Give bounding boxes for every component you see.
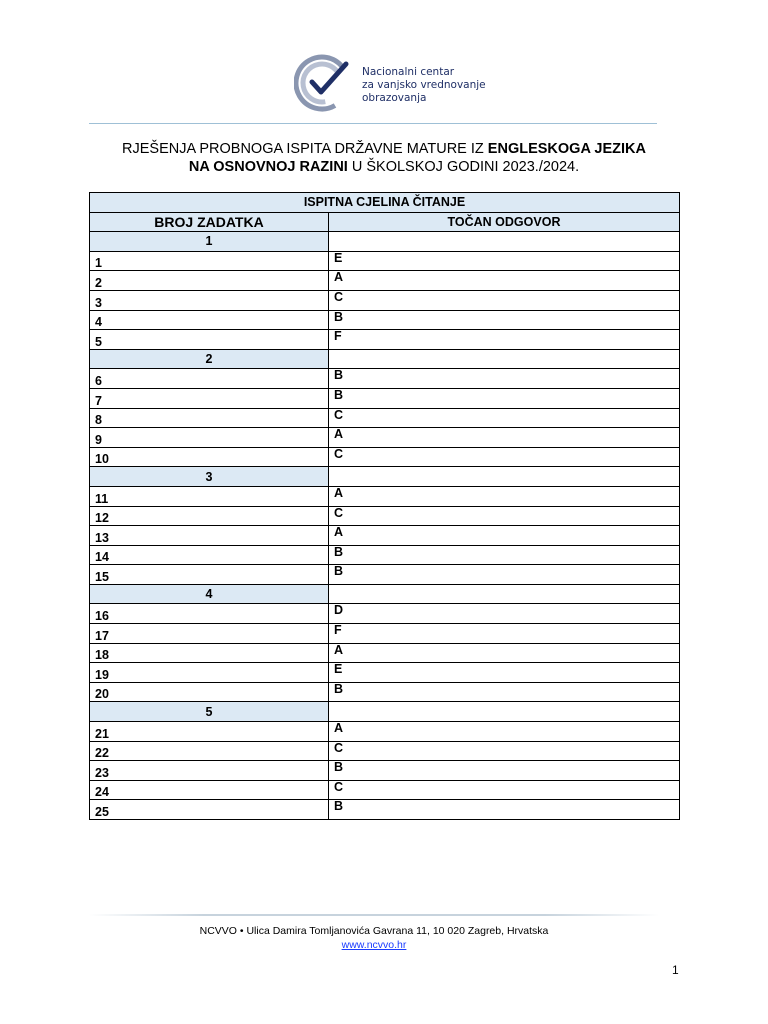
table-row xyxy=(90,780,680,800)
task-number: 21 xyxy=(90,722,329,742)
correct-answer: C xyxy=(329,408,680,428)
correct-answer: A xyxy=(329,428,680,448)
task-number: 17 xyxy=(90,624,329,644)
correct-answer: B xyxy=(329,761,680,781)
table-row xyxy=(90,761,680,781)
table-row xyxy=(90,663,680,683)
page-number: 1 xyxy=(672,963,679,977)
column-header-correct-answer: TOČAN ODGOVOR xyxy=(329,212,680,232)
task-number: 14 xyxy=(90,545,329,565)
logo-line-1: Nacionalni centar xyxy=(362,66,455,78)
table-row xyxy=(90,388,680,408)
correct-answer: A xyxy=(329,526,680,546)
answers-table xyxy=(89,192,680,820)
logo-text xyxy=(362,66,486,105)
task-number: 24 xyxy=(90,780,329,800)
group-empty-cell xyxy=(329,467,680,487)
group-empty-cell xyxy=(329,702,680,722)
table-row xyxy=(90,251,680,271)
task-number: 12 xyxy=(90,506,329,526)
group-label: 3 xyxy=(90,467,329,487)
correct-answer: E xyxy=(329,663,680,683)
task-number: 15 xyxy=(90,565,329,585)
correct-answer: B xyxy=(329,310,680,330)
task-number: 20 xyxy=(90,682,329,702)
table-row xyxy=(90,310,680,330)
group-empty-cell xyxy=(329,584,680,604)
title-bold-1: ENGLESKOGA JEZIKA xyxy=(487,141,646,157)
title-part-2: U ŠKOLSKOJ GODINI 2023./2024. xyxy=(347,159,580,175)
group-row xyxy=(90,232,680,252)
group-label: 2 xyxy=(90,349,329,369)
ncvvo-logo xyxy=(294,52,484,114)
task-number: 7 xyxy=(90,388,329,408)
footer xyxy=(89,924,659,952)
task-number: 18 xyxy=(90,643,329,663)
header-divider xyxy=(89,123,657,124)
table-row xyxy=(90,428,680,448)
column-header-task-number: BROJ ZADATKA xyxy=(90,212,329,232)
task-number: 1 xyxy=(90,251,329,271)
group-row xyxy=(90,584,680,604)
task-number: 6 xyxy=(90,369,329,389)
group-row xyxy=(90,467,680,487)
group-label: 4 xyxy=(90,584,329,604)
table-row xyxy=(90,330,680,350)
table-row xyxy=(90,486,680,506)
correct-answer: C xyxy=(329,741,680,761)
table-row xyxy=(90,408,680,428)
task-number: 25 xyxy=(90,800,329,820)
correct-answer: C xyxy=(329,780,680,800)
correct-answer: F xyxy=(329,624,680,644)
task-number: 9 xyxy=(90,428,329,448)
correct-answer: B xyxy=(329,800,680,820)
group-empty-cell xyxy=(329,349,680,369)
correct-answer: B xyxy=(329,545,680,565)
correct-answer: A xyxy=(329,271,680,291)
table-row xyxy=(90,643,680,663)
document-title xyxy=(60,140,708,176)
table-row xyxy=(90,526,680,546)
task-number: 8 xyxy=(90,408,329,428)
footer-website-link[interactable]: www.ncvvo.hr xyxy=(341,939,407,951)
correct-answer: B xyxy=(329,388,680,408)
table-row xyxy=(90,741,680,761)
table-row xyxy=(90,682,680,702)
footer-address: NCVVO • Ulica Damira Tomljanovića Gavrana 11, 10 020 Zagreb, Hrvatska xyxy=(199,925,549,937)
correct-answer: A xyxy=(329,722,680,742)
table-row xyxy=(90,722,680,742)
correct-answer: B xyxy=(329,565,680,585)
correct-answer: C xyxy=(329,506,680,526)
task-number: 10 xyxy=(90,447,329,467)
table-row xyxy=(90,447,680,467)
task-number: 16 xyxy=(90,604,329,624)
task-number: 5 xyxy=(90,330,329,350)
correct-answer: F xyxy=(329,330,680,350)
table-row xyxy=(90,604,680,624)
task-number: 13 xyxy=(90,526,329,546)
logo-line-2: za vanjsko vrednovanje xyxy=(362,79,486,91)
table-row xyxy=(90,290,680,310)
correct-answer: B xyxy=(329,369,680,389)
correct-answer: A xyxy=(329,643,680,663)
correct-answer: D xyxy=(329,604,680,624)
task-number: 3 xyxy=(90,290,329,310)
group-row xyxy=(90,702,680,722)
group-row xyxy=(90,349,680,369)
correct-answer: E xyxy=(329,251,680,271)
table-row xyxy=(90,800,680,820)
group-empty-cell xyxy=(329,232,680,252)
logo-check-icon xyxy=(294,52,358,114)
task-number: 4 xyxy=(90,310,329,330)
correct-answer: C xyxy=(329,290,680,310)
table-row xyxy=(90,506,680,526)
table-row xyxy=(90,624,680,644)
task-number: 11 xyxy=(90,486,329,506)
group-label: 1 xyxy=(90,232,329,252)
task-number: 23 xyxy=(90,761,329,781)
correct-answer: A xyxy=(329,486,680,506)
section-title: ISPITNA CJELINA ČITANJE xyxy=(90,193,680,213)
table-row xyxy=(90,565,680,585)
group-label: 5 xyxy=(90,702,329,722)
correct-answer: C xyxy=(329,447,680,467)
task-number: 19 xyxy=(90,663,329,683)
task-number: 22 xyxy=(90,741,329,761)
task-number: 2 xyxy=(90,271,329,291)
logo-line-3: obrazovanja xyxy=(362,92,427,104)
footer-divider xyxy=(89,914,659,916)
table-row xyxy=(90,271,680,291)
title-bold-2: NA OSNOVNOJ RAZINI xyxy=(188,159,348,175)
table-row xyxy=(90,369,680,389)
title-part-1: RJEŠENJA PROBNOGA ISPITA DRŽAVNE MATURE IZ xyxy=(122,141,488,157)
table-row xyxy=(90,545,680,565)
correct-answer: B xyxy=(329,682,680,702)
